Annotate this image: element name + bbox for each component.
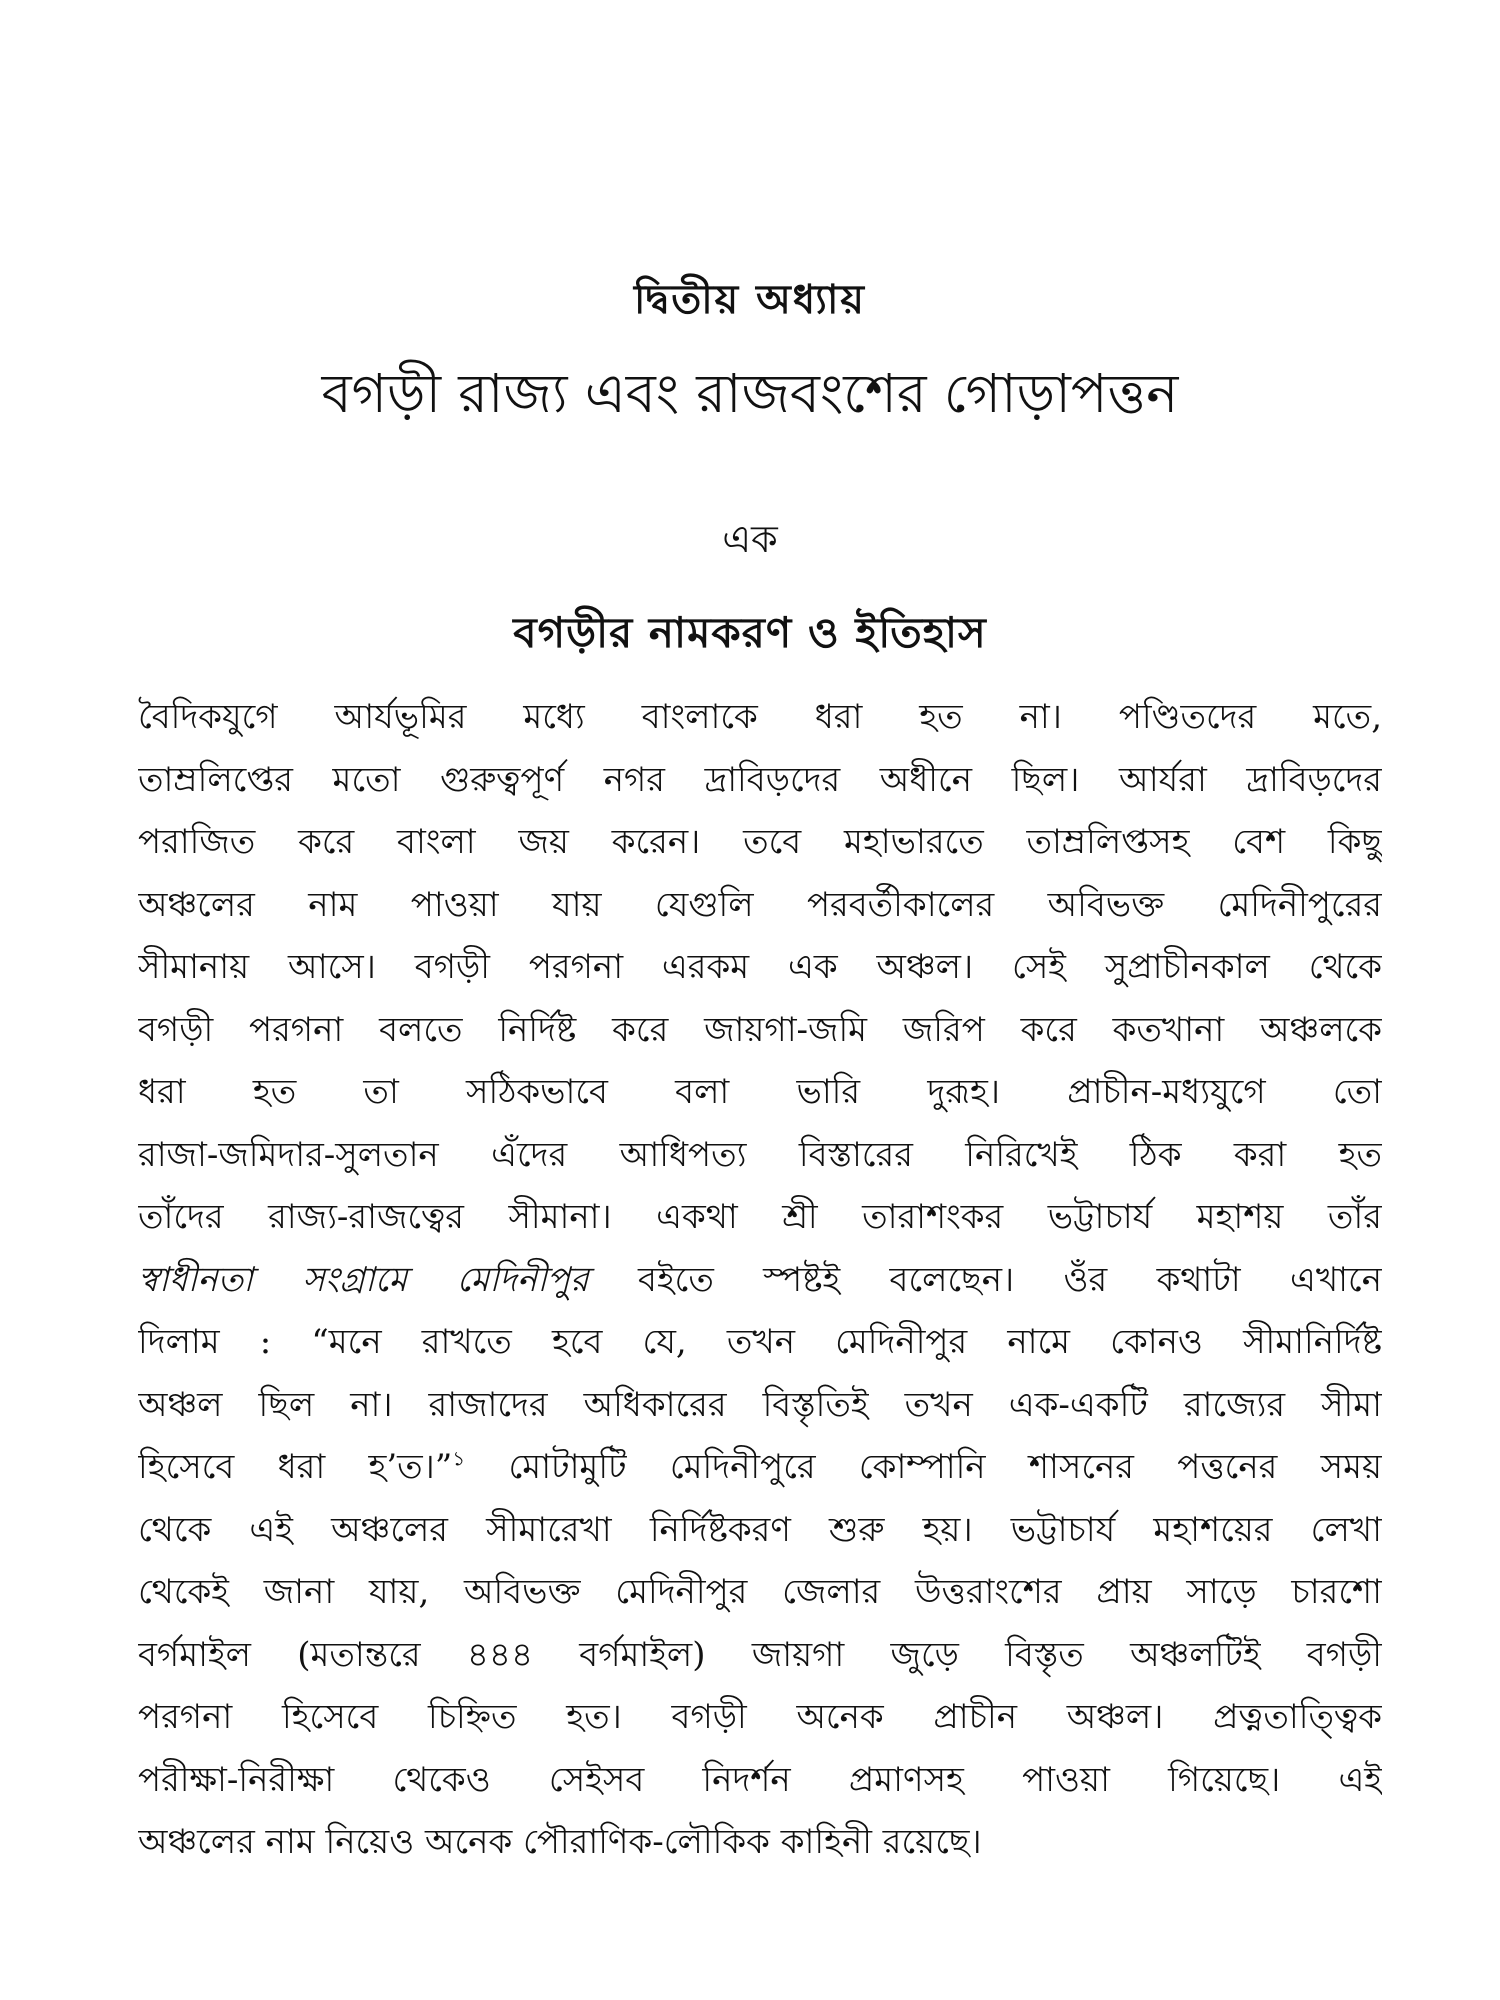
footnote-reference: ১ [452, 1446, 466, 1471]
body-line-13-quote: হিসেবে ধরা হ’ত।” [138, 1447, 453, 1487]
body-line-13 [138, 1436, 1382, 1499]
body-line-18: পরীক্ষা-নিরীক্ষা থেকেও সেইসব নিদর্শন প্রমাণসহ পাওয়া গিয়েছে। এই [138, 1759, 1382, 1800]
body-line-7: ধরা হত তা সঠিকভাবে বলা ভারি দুরূহ। প্রাচীন-মধ্যযুগে তো [138, 1072, 1382, 1112]
body-line-11: দিলাম : “মনে রাখতে হবে যে, তখন মেদিনীপুর নামে কোনও সীমানির্দিষ্ট [138, 1322, 1382, 1362]
body-line-12: অঞ্চল ছিল না। রাজাদের অধিকারের বিস্তৃতিই তখন এক-একটি রাজ্যের সীমা [138, 1384, 1382, 1425]
body-line-14: থেকে এই অঞ্চলের সীমারেখা নির্দিষ্টকরণ শুরু হয়। ভট্টাচার্য মহাশয়ের লেখা [138, 1509, 1382, 1550]
body-line-3: পরাজিত করে বাংলা জয় করেন। তবে মহাভারতে তাম্রলিপ্তসহ বেশ কিছু [138, 822, 1382, 862]
body-line-2: তাম্রলিপ্তের মতো গুরুত্বপূর্ণ নগর দ্রাবিড়দের অধীনে ছিল। আর্যরা দ্রাবিড়দের [138, 759, 1382, 800]
body-line-19: অঞ্চলের নাম নিয়েও অনেক পৌরাণিক-লৌকিক কাহিনী রয়েছে। [138, 1822, 982, 1862]
body-line-10 [138, 1249, 1382, 1312]
body-line-13-text: মোটামুটি মেদিনীপুরে কোম্পানি শাসনের পত্তনের সময় [508, 1447, 1382, 1487]
body-line-4: অঞ্চলের নাম পাওয়া যায় যেগুলি পরবর্তীকালের অবিভক্ত মেদিনীপুরের [138, 884, 1382, 925]
body-line-6: বগড়ী পরগনা বলতে নির্দিষ্ট করে জায়গা-জমি জরিপ করে কতখানা অঞ্চলকে [138, 1009, 1382, 1050]
section-number: এক [722, 517, 778, 561]
body-line-9: তাঁদের রাজ্য-রাজত্বের সীমানা। একথা শ্রী তারাশংকর ভট্টাচার্য মহাশয় তাঁর [138, 1197, 1382, 1237]
section-title: বগড়ীর নামকরণ ও ইতিহাস [513, 608, 987, 657]
body-line-10-text: বইতে স্পষ্টই বলেছেন। ওঁর কথাটা এখানে [638, 1259, 1382, 1300]
body-line-15: থেকেই জানা যায়, অবিভক্ত মেদিনীপুর জেলার উত্তরাংশের প্রায় সাড়ে চারশো [138, 1572, 1382, 1612]
body-line-16: বর্গমাইল (মতান্তরে ৪৪৪ বর্গমাইল) জায়গা জুড়ে বিস্তৃত অঞ্চলটিই বগড়ী [138, 1634, 1382, 1675]
body-line-17: পরগনা হিসেবে চিহ্নিত হত। বগড়ী অনেক প্রাচীন অঞ্চল। প্রত্নতাত্ত্বিক [138, 1697, 1382, 1737]
body-line-8: রাজা-জমিদার-সুলতান এঁদের আধিপত্য বিস্তারের নিরিখেই ঠিক করা হত [138, 1134, 1382, 1175]
chapter-title: বগড়ী রাজ্য এবং রাজবংশের গোড়াপত্তন [321, 362, 1179, 425]
body-line-5: সীমানায় আসে। বগড়ী পরগনা এরকম এক অঞ্চল। সেই সুপ্রাচীনকাল থেকে [138, 947, 1382, 987]
book-title-italic: স্বাধীনতা সংগ্রামে মেদিনীপুর [138, 1259, 589, 1300]
chapter-label: দ্বিতীয় অধ্যায় [634, 276, 866, 323]
body-paragraph [138, 686, 1382, 1874]
body-line-1: বৈদিকযুগে আর্যভূমির মধ্যে বাংলাকে ধরা হত না। পণ্ডিতদের মতে, [138, 697, 1382, 737]
